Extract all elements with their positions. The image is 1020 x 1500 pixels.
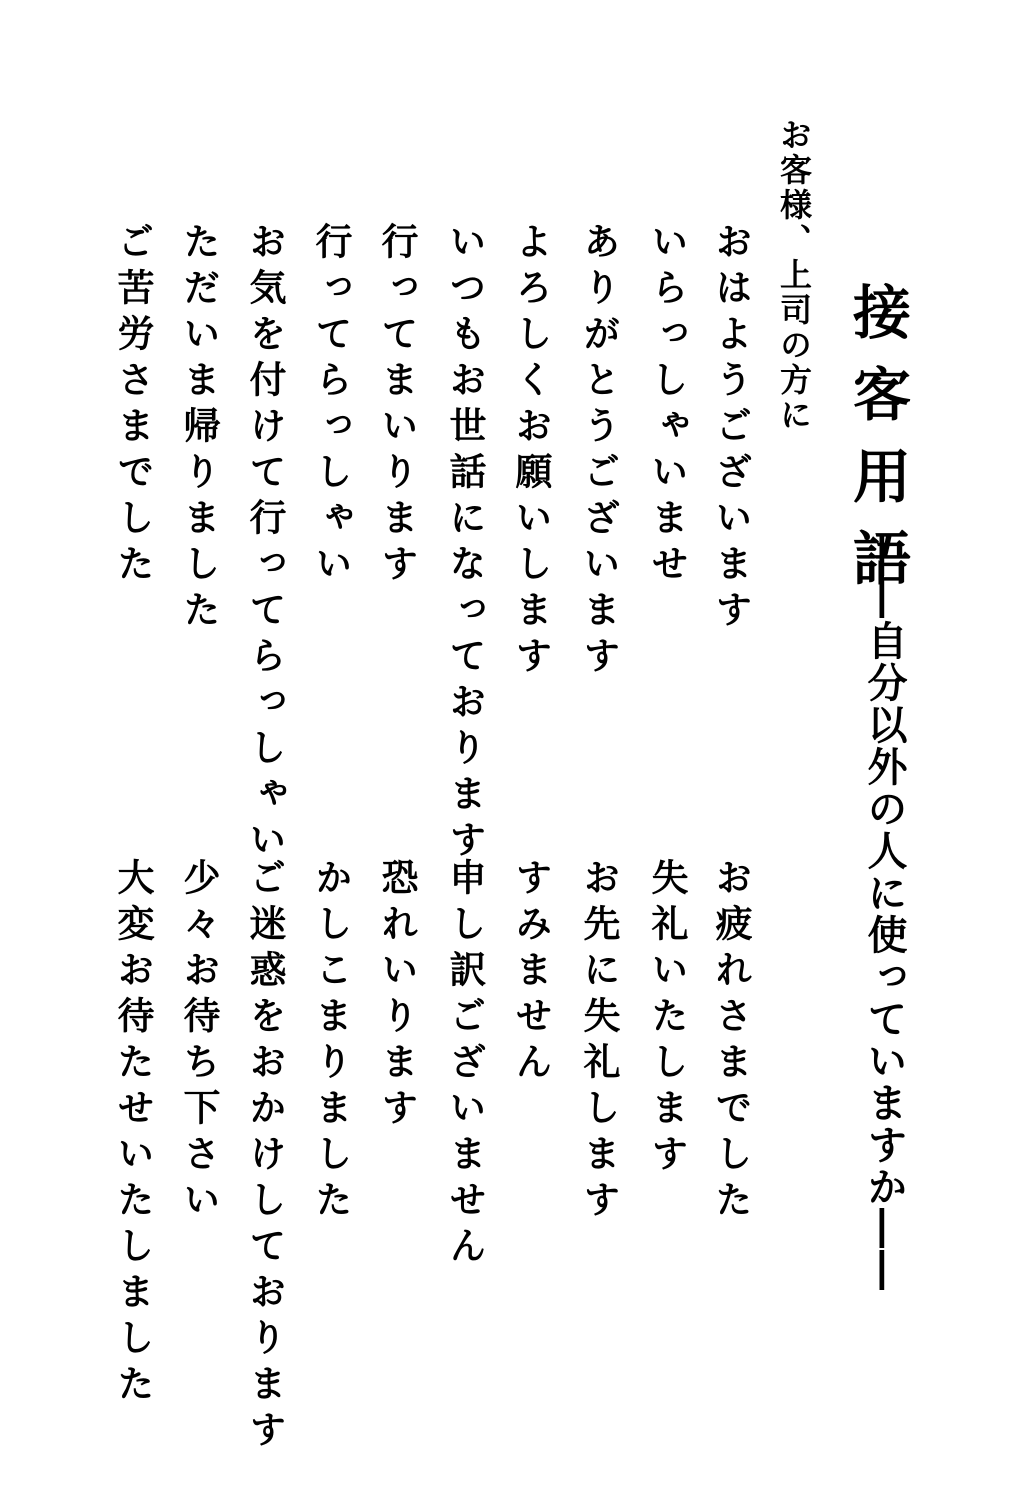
phrase-top-3: ありがとうございます: [577, 222, 621, 682]
page-title: 接客用語: [843, 282, 911, 610]
phrase-bottom-5: 申し訳ございません: [443, 858, 487, 1272]
phrase-bottom-6: 恐れいります: [375, 858, 419, 1134]
phrase-bottom-2: 失礼いたします: [645, 858, 689, 1180]
phrase-bottom-9: 少々お待ち下さい: [177, 858, 221, 1226]
phrase-top-5: いつもお世話になっております: [443, 222, 487, 866]
section-heading: お客様、上司の方に: [775, 118, 813, 433]
phrase-top-10: ご苦労さまでした: [111, 222, 155, 590]
phrase-bottom-3: お先に失礼します: [577, 858, 621, 1226]
phrase-top-8: お気を付けて行ってらっしゃい: [243, 222, 287, 866]
phrase-top-6: 行ってまいります: [375, 222, 419, 590]
phrase-bottom-1: お疲れさまでした: [709, 858, 753, 1226]
phrase-top-4: よろしくお願いします: [509, 222, 553, 682]
phrase-top-2: いらっしゃいませ: [645, 222, 689, 590]
phrase-top-7: 行ってらっしゃい: [309, 222, 353, 590]
phrase-top-9: ただいま帰りました: [177, 222, 221, 636]
phrase-bottom-8: ご迷惑をおかけしております: [243, 858, 287, 1456]
phrase-bottom-10: 大変お待たせいたしました: [111, 858, 155, 1410]
phrase-bottom-7: かしこまりました: [309, 858, 353, 1226]
page-subtitle: ――自分以外の人に使っていますか――: [861, 536, 908, 1292]
phrase-bottom-4: すみません: [509, 858, 553, 1088]
phrase-top-1: おはようございます: [709, 222, 753, 636]
